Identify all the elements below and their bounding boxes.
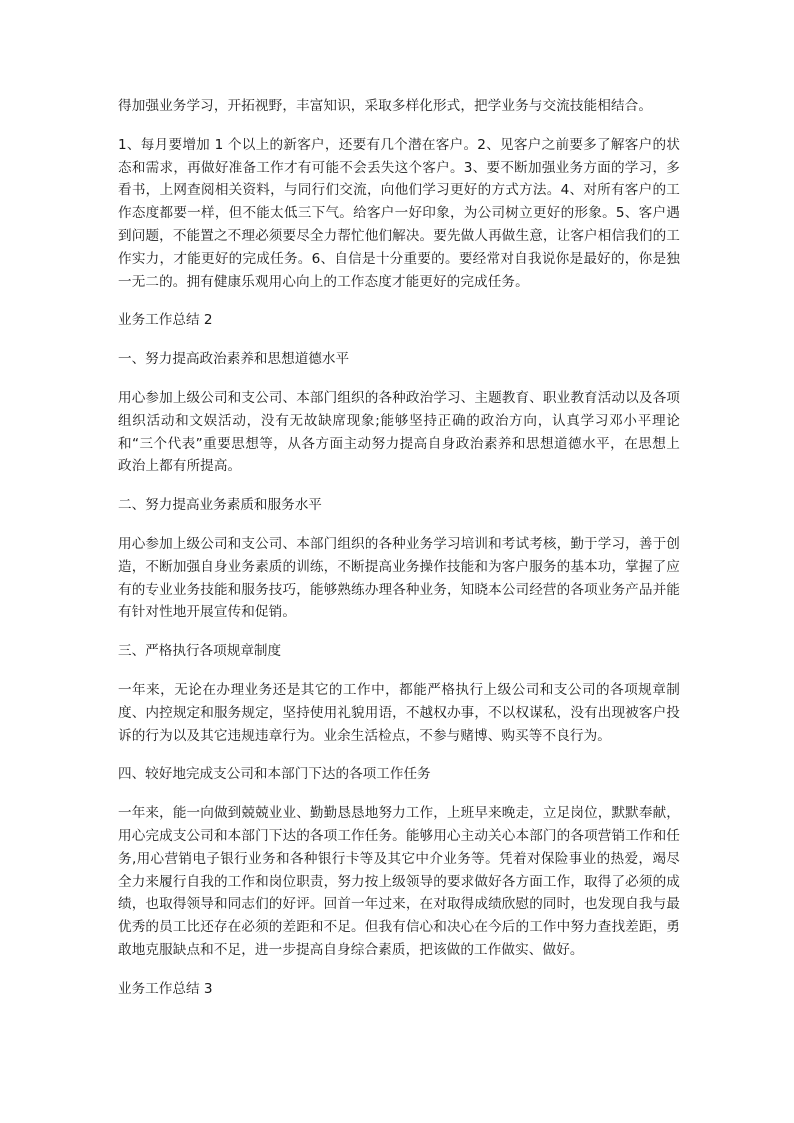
paragraph-tasks-completed: 一年来，能一向做到兢兢业业、勤勤恳恳地努力工作，上班早来晚走，立足岗位，默默奉献，用心完成支公司和本部门下达的各项工作任务。能够用心主动关心本部门的各项营销工作和任务,用心营销电子银行业务和各种银行卡等及其它中介业务等。凭着对保险事业的热爱，竭尽全力来履行自我的工作和岗位职责，努力按上级领导的要求做好各方面工作，取得了必须的成绩，也取得领导和同志们的好评。回首一年过来，在对取得成绩欣慰的同时，也发现自我与最优秀的员工比还存在必须的差距和不足。但我有信心和决心在今后的工作中努力查找差距，勇敢地克服缺点和不足，进一步提高自身综合素质，把该做的工作做实、做好。: [118, 805, 680, 958]
paragraph-tips-list: 1、每月要增加 1 个以上的新客户，还要有几个潜在客户。2、见客户之前要多了解客户的状态和需求，再做好准备工作才有可能不会丢失这个客户。3、要不断加强业务方面的学习，多看书，上网查阅相关资料，与同行们交流，向他们学习更好的方式方法。4、对所有客户的工作态度都要一样，但不能太低三下气。给客户一好印象，为公司树立更好的形象。5、客户遇到问题，不能置之不理必须要尽全力帮忙他们解决。要先做人再做生意，让客户相信我们的工作实力，才能更好的完成任务。6、自信是十分重要的。要经常对自我说你是最好的，你是独一无二的。拥有健康乐观用心向上的工作态度才能更好的完成任务。: [118, 136, 680, 290]
subsection-heading-2: 二、努力提高业务素质和服务水平: [118, 497, 322, 514]
subsection-heading-3: 三、严格执行各项规章制度: [118, 643, 282, 660]
section-title-summary-3: 业务工作总结 3: [118, 980, 213, 997]
document-page: [118, 95, 680, 1001]
paragraph-political-study: 用心参加上级公司和支公司、本部门组织的各种政治学习、主题教育、职业教育活动以及各项组织活动和文娱活动，没有无故缺席现象;能够坚持正确的政治方向，认真学习邓小平理论和“三个代表”重要思想等，从各方面主动努力提高自身政治素养和思想道德水平，在思想上政治上都有所提高。: [118, 389, 680, 475]
subsection-heading-1: 一、努力提高政治素养和思想道德水平: [118, 351, 350, 368]
paragraph-regulations: 一年来，无论在办理业务还是其它的工作中，都能严格执行上级公司和支公司的各项规章制度、内控规定和服务规定，坚持使用礼貌用语，不越权办事，不以权谋私，没有出现被客户投诉的行为以及其它违规违章行为。业余生活检点，不参与赌博、购买等不良行为。: [118, 681, 680, 744]
section-title-summary-2: 业务工作总结 2: [118, 312, 213, 329]
subsection-heading-4: 四、较好地完成支公司和本部门下达的各项工作任务: [118, 766, 431, 783]
paragraph-business-skills: 用心参加上级公司和支公司、本部门组织的各种业务学习培训和考试考核，勤于学习，善于创造，不断加强自身业务素质的训练，不断提高业务操作技能和为客户服务的基本功，掌握了应有的专业业务技能和服务技巧，能够熟练办理各种业务，知晓本公司经营的各项业务产品并能有针对性地开展宣传和促销。: [118, 535, 680, 621]
paragraph-intro: 得加强业务学习，开拓视野，丰富知识，采取多样化形式，把学业务与交流技能相结合。: [118, 98, 653, 114]
